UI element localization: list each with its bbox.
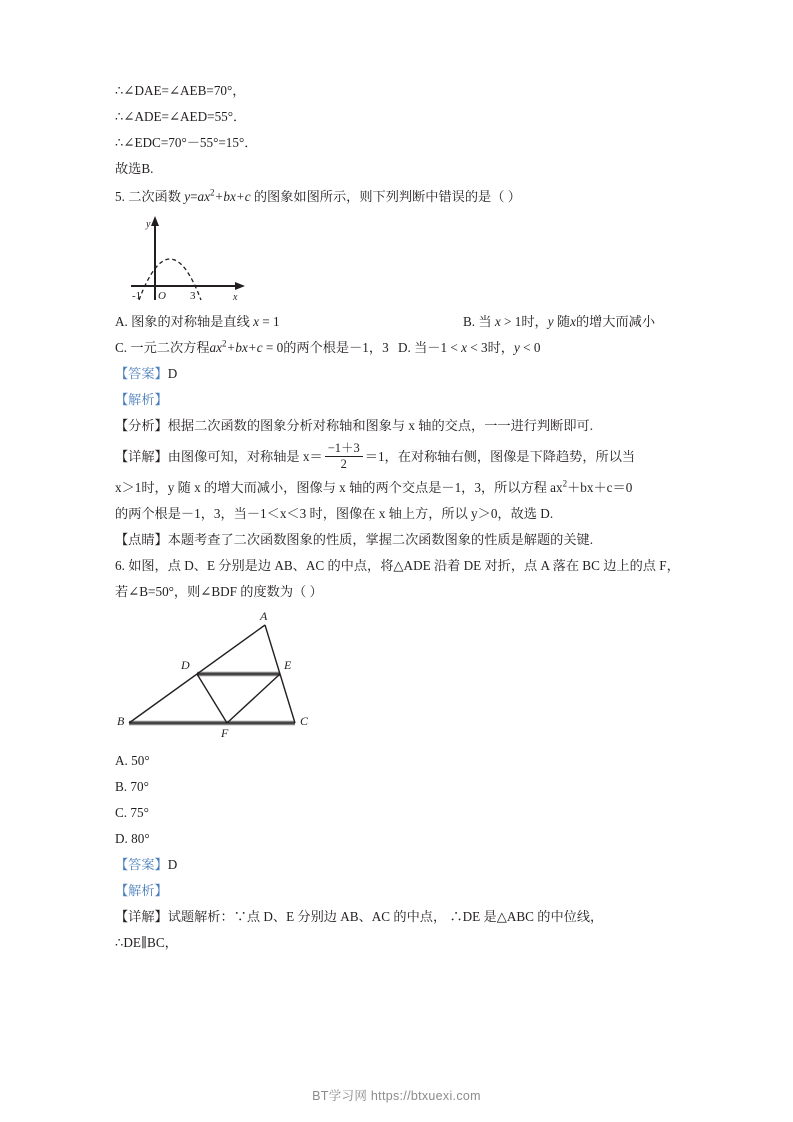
question-5-option-b[interactable]: B. 当 x > 1时，y 随x的增大而减小	[463, 314, 656, 329]
dianjing-label-5: 【点睛】	[115, 532, 168, 547]
question-5-option-a[interactable]: A. 图象的对称轴是直线 x = 1	[115, 314, 280, 329]
xiangjie-label-6: 【详解】	[115, 909, 168, 924]
option-d-math-y: y	[513, 340, 520, 355]
q6-option-d-text: 80°	[131, 831, 150, 846]
option-a-key: A.	[115, 314, 128, 329]
xiangjie-part3-5: ，在对称轴右侧，图像是下降趋势，所以当	[384, 449, 636, 464]
question-5-formula-rest: +bx+c	[214, 189, 251, 204]
xiangjie-line2-b: ＋bx＋c＝0	[567, 480, 633, 495]
option-d-text-pre: 当	[414, 340, 428, 355]
vertex-label-D: D	[181, 658, 190, 672]
q6-option-c-key: C.	[115, 805, 128, 820]
question-5-options-row-2	[115, 335, 701, 361]
vertex-label-E: E	[284, 658, 292, 672]
option-a-text: 图象的对称轴是直线	[131, 314, 254, 329]
triangle-figure	[117, 611, 701, 744]
proof-line-2-text: ∴∠ADE=∠AED=55°．	[115, 109, 247, 124]
question-5-option-c[interactable]: C. 一元二次方程$ax^2+bx+c = 0$的两个根是－1，3	[115, 338, 389, 355]
question-6-analysis-label	[115, 878, 701, 904]
question-5-number: 5.	[115, 189, 125, 204]
question-5-stem-post: 的图象如图所示，则下列判断中错误的是（ ）	[253, 189, 521, 204]
question-5-formula-exponent: 2	[209, 187, 215, 198]
q6-option-c-text: 75°	[130, 805, 149, 820]
answer-label-5: 【答案】	[115, 366, 168, 381]
question-6-stem-line-2	[115, 579, 701, 605]
parabola-y-axis-label: y	[146, 219, 151, 230]
xiangjie-text-6-1: 试题解析：∵点 D、E 分别边 AB、AC 的中点， ∴DE 是△ABC 的中位线，	[167, 909, 604, 924]
question-5-stem	[115, 184, 701, 210]
xiangjie-part1-5: 由图像可知，对称轴是 x＝	[167, 449, 323, 464]
option-b-text-post: 时，	[521, 314, 548, 329]
option-b-math-y: y	[547, 314, 554, 329]
option-b-math-x: x	[494, 314, 501, 329]
q6-option-b-key: B.	[115, 779, 128, 794]
question-6-option-c[interactable]	[115, 800, 701, 826]
parabola-tick-right-label: 3	[190, 290, 196, 302]
segment-DF	[197, 674, 227, 723]
question-5-formula-a: ax	[197, 189, 210, 204]
option-d-math-x: x	[461, 340, 467, 355]
xiangjie-line3-text: 的两个根是－1，3，当－1＜x＜3 时，图像在 x 轴上方，所以 y＞0，故选 D.	[115, 506, 554, 521]
analysis-label-6: 【解析】	[115, 883, 168, 898]
question-5-stem-pre: 二次函数	[128, 189, 181, 204]
analysis-label-5: 【解析】	[115, 392, 168, 407]
question-5-analysis-label	[115, 387, 701, 413]
question-5-formula-y: y	[184, 189, 191, 204]
proof-line-3	[115, 130, 701, 156]
parabola-svg	[129, 214, 249, 302]
xiangjie-fraction	[325, 442, 363, 471]
footer-site-name: BT学习网	[312, 1089, 368, 1103]
question-5-dianjing	[115, 527, 701, 553]
xiangjie-text-6-2: ∴DE∥BC，	[115, 935, 178, 950]
question-5-xiangjie-line-2	[115, 475, 701, 501]
option-b-text-pre: 当	[478, 314, 495, 329]
question-6-stem-text-2: 若∠B=50°，则∠BDF 的度数为（ ）	[115, 584, 323, 599]
vertex-label-F: F	[221, 726, 229, 739]
vertex-label-C: C	[300, 714, 309, 728]
fenxi-label-5: 【分析】	[115, 418, 168, 433]
footer-url: https://btxuexi.com	[370, 1089, 481, 1103]
proof-line-4	[115, 156, 701, 182]
y-axis-arrow	[151, 216, 159, 226]
parabola-x-axis-label: x	[233, 292, 238, 302]
question-5-answer	[115, 361, 701, 387]
answer-label-6: 【答案】	[115, 857, 168, 872]
question-6-option-b[interactable]	[115, 774, 701, 800]
question-6-stem-line-1	[115, 553, 701, 579]
question-5-xiangjie-line-1	[115, 439, 701, 475]
parabola-tick-left-label: -1	[132, 290, 142, 302]
xiangjie-line2-exponent: 2	[562, 478, 568, 489]
question-6-option-a[interactable]	[115, 748, 701, 774]
proof-line-4-text: 故选B.	[115, 161, 154, 176]
answer-value-6: D	[167, 857, 178, 872]
question-5-formula-eq: =	[190, 189, 198, 204]
question-6-xiangjie-line-2	[115, 930, 701, 956]
fenxi-text-5: 根据二次函数的图象分析对称轴和图象与 x 轴的交点，一一进行判断即可.	[167, 418, 594, 433]
parabola-figure	[129, 214, 701, 307]
option-c-text-pre: 一元二次方程	[130, 340, 210, 355]
fraction-denominator: 2	[340, 457, 347, 472]
xiangjie-line2-a: x＞1时，y 随 x 的增大而减小，图像与 x 轴的两个交点是－1，3，所以方程 ax	[115, 480, 563, 495]
fraction-numerator: −1＋3	[325, 442, 363, 457]
question-6-number: 6.	[115, 558, 125, 573]
triangle-svg	[117, 611, 327, 739]
answer-value-5: D	[167, 366, 178, 381]
proof-line-2	[115, 104, 701, 130]
vertex-label-A: A	[260, 611, 268, 623]
option-b-math-x2: x	[570, 314, 576, 329]
xiangjie-part2-5: ＝1	[364, 449, 385, 464]
xiangjie-label-5: 【详解】	[115, 449, 168, 464]
segment-EF	[227, 674, 280, 723]
q6-option-b-text: 70°	[130, 779, 149, 794]
option-d-key: D.	[397, 340, 411, 355]
question-6-option-d[interactable]	[115, 826, 701, 852]
proof-line-1	[115, 78, 701, 104]
vertex-label-B: B	[117, 714, 125, 728]
x-axis-arrow	[235, 282, 245, 290]
page-footer	[0, 1086, 793, 1104]
question-6-xiangjie-line-1	[115, 904, 701, 930]
question-5-options-row-1	[115, 309, 701, 335]
question-5-xiangjie-line-3	[115, 501, 701, 527]
question-5-option-d[interactable]: D. 当－1 < x < 3时，y < 0	[397, 340, 541, 355]
question-6-answer	[115, 852, 701, 878]
option-a-math-x: x	[253, 314, 259, 329]
option-c-key: C.	[115, 340, 128, 355]
option-c-text-post: 的两个根是－1，3	[283, 340, 389, 355]
proof-line-3-text: ∴∠EDC=70°－55°=15°．	[115, 135, 258, 150]
question-6-stem-text-1: 如图，点 D、E 分别是边 AB、AC 的中点，将△ADE 沿着 DE 对折，点 A 落在 BC 边上的点 F，	[128, 558, 680, 573]
option-c-math-ax: ax	[209, 340, 222, 355]
q6-option-d-key: D.	[115, 831, 128, 846]
dianjing-text-5: 本题考查了二次函数图象的性质，掌握二次函数图象的性质是解题的关键.	[167, 532, 594, 547]
q6-option-a-text: 50°	[131, 753, 150, 768]
parabola-origin-label: O	[158, 290, 166, 302]
q6-option-a-key: A.	[115, 753, 128, 768]
proof-line-1-text: ∴∠DAE=∠AEB=70°，	[115, 83, 246, 98]
option-b-key: B.	[463, 314, 476, 329]
question-5-fenxi	[115, 413, 701, 439]
